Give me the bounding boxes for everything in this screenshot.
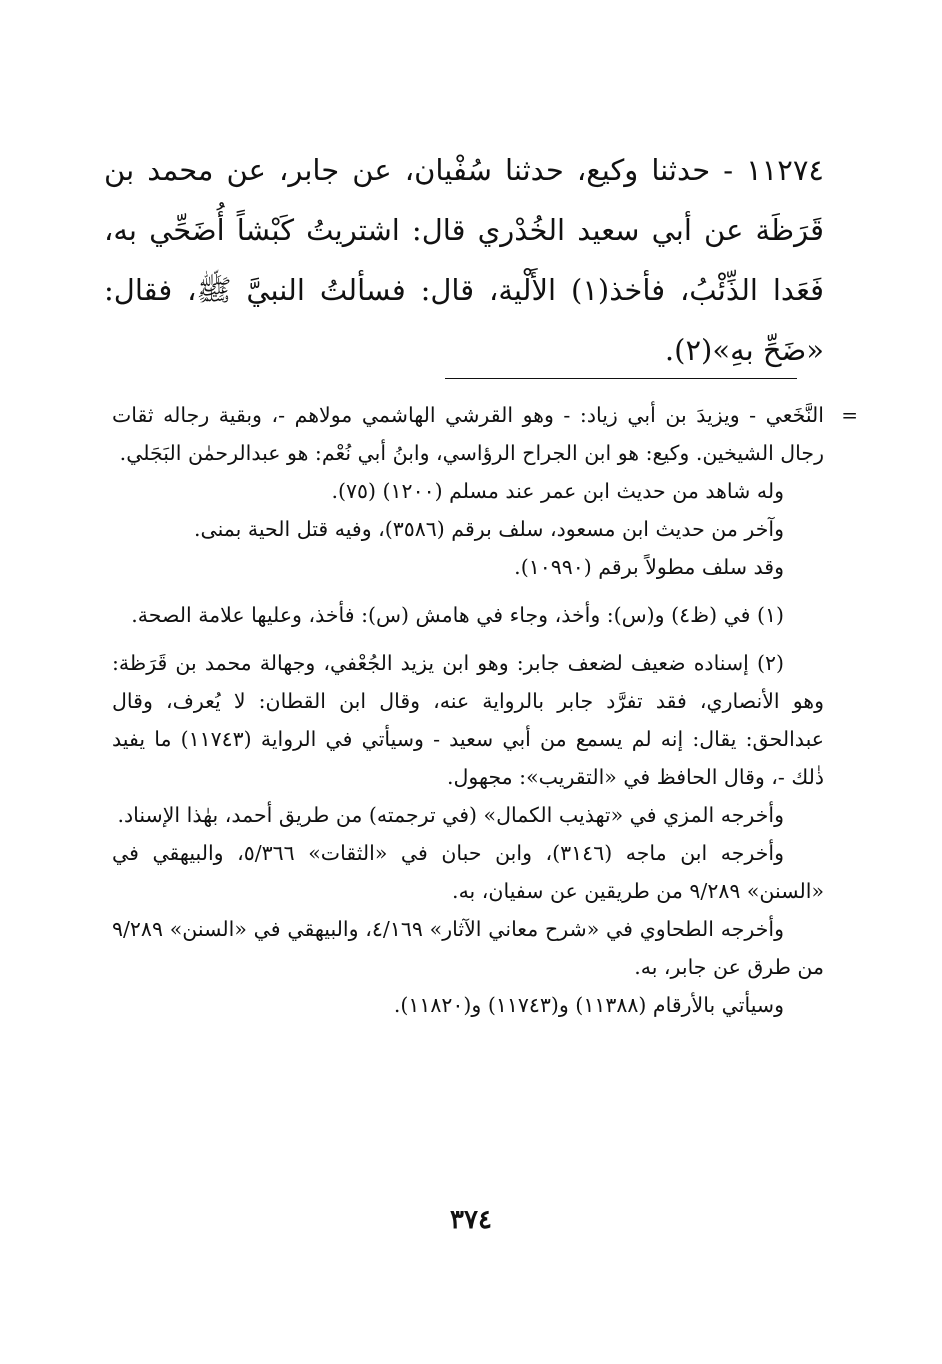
continuation-text: النَّخَعي - ويزيدَ بن أبي زياد: - وهو القرشي الهاشمي مولاهم -، وبقية رجاله ثقات رجال الشيخين. وكيع: هو ابن الجراح الرؤاسي، وابنُ أبي نُعْم: هو عبدالرحمٰن البَجَلي. [112, 403, 824, 465]
continuation-mark: = [841, 403, 858, 427]
takhrij-3: وأخرجه الطحاوي في «شرح معاني الآثار» ٤/١٦٩، والبيهقي في «السنن» ٩/٢٨٩ من طرق عن جابر، به. [112, 917, 824, 979]
footnote-continuation [112, 396, 858, 472]
takhrij-2: وأخرجه ابن ماجه (٣١٤٦)، وابن حبان في «الثقات» ٥/٣٦٦، والبيهقي في «السنن» ٩/٢٨٩ من طريقين عن سفيان، به. [112, 841, 824, 903]
footnotes-block [112, 396, 858, 1024]
page-number: ٣٧٤ [450, 1205, 492, 1235]
takhrij-4: وسيأتي بالأرقام (١١٣٨٨) و(١١٧٤٣) و(١١٨٢٠). [393, 993, 784, 1017]
footnote-1: (١) في (ظ٤) و(س): وأخذ، وجاء في هامش (س): فأخذ، وعليها علامة الصحة. [131, 603, 784, 627]
hadith-text [104, 140, 824, 380]
shahid-line-3: وقد سلف مطولاً برقم (١٠٩٩٠). [514, 555, 784, 579]
footnote-separator [445, 378, 797, 379]
hadith-body: - حدثنا وكيع، حدثنا سُفْيان، عن جابر، عن محمد بن قَرَظَة عن أبي سعيد الخُدْري قال: اشتريتُ كَبْشاً أُضَحِّي به، فَعَدا الذِّئْبُ، فأخذ(١) الأَلْية، قال: فسألتُ النبيَّ ﷺ، فقال: «ضَحِّ بهِ»(٢). [104, 153, 824, 367]
footnote-2: (٢) إسناده ضعيف لضعف جابر: وهو ابن يزيد الجُعْفي، وجهالة محمد بن قَرَظة: وهو الأنصاري، فقد تفرَّد جابر بالرواية عنه، وقال ابن القطان: لا يُعرف، وقال عبدالحق: يقال: إنه لم يسمع من أبي سعيد - وسيأتي في الرواية (١١٧٤٣) ما يفيد ذٰلك -، وقال الحافظ في «التقريب»: مجهول. [112, 651, 824, 789]
shahid-line-1: وله شاهد من حديث ابن عمر عند مسلم (١٢٠٠) (٧٥). [331, 479, 784, 503]
hadith-number: ١١٢٧٤ [746, 153, 824, 187]
shahid-line-2: وآخر من حديث ابن مسعود، سلف برقم (٣٥٨٦)، وفيه قتل الحية بمنى. [193, 517, 784, 541]
takhrij-1: وأخرجه المزي في «تهذيب الكمال» (في ترجمته) من طريق أحمد، بهٰذا الإسناد. [117, 803, 784, 827]
hadith-block [104, 140, 824, 380]
